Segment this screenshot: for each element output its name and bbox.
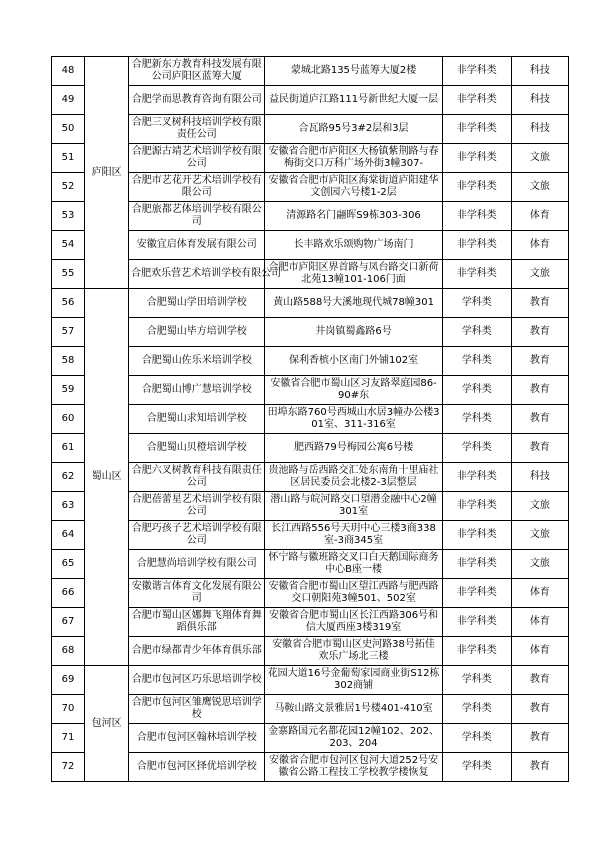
address: 安徽省合肥市庐阳区海棠街道庐阳建华文创园六号楼1-2层 (265, 173, 442, 202)
table-row (52, 724, 569, 753)
institution-type: 学科类 (442, 666, 511, 695)
institution-type: 学科类 (442, 376, 511, 405)
institution-category: 体育 (511, 608, 568, 637)
address: 清源路名门翮晖S9栋303-306 (265, 202, 442, 231)
institution-name: 合肥旅都艺体培训学校有限公司 (129, 202, 265, 231)
institution-type: 非学科类 (442, 521, 511, 550)
address: 合瓦路95号3#2层和3层 (265, 115, 442, 144)
institution-name: 安徽宜启体育发展有限公司 (129, 231, 265, 260)
institution-type: 非学科类 (442, 579, 511, 608)
institution-name: 合肥源古靖艺术培训学校有限公司 (129, 144, 265, 173)
institution-category: 科技 (511, 57, 568, 86)
institution-category: 文旅 (511, 260, 568, 289)
row-number: 65 (52, 550, 85, 579)
institution-name: 合肥市包河区巧乐思培训学校 (129, 666, 265, 695)
institution-type: 学科类 (442, 347, 511, 376)
table-row (52, 173, 569, 202)
institution-type: 学科类 (442, 724, 511, 753)
address: 长江西路556号天玥中心三楼3商338室-3商345室 (265, 521, 442, 550)
institution-name: 合肥市包河区雏鹰锐思培训学校 (129, 695, 265, 724)
row-number: 57 (52, 318, 85, 347)
institution-type: 学科类 (442, 405, 511, 434)
institution-name: 合肥蓓蕾星艺术培训学校有限公司 (129, 492, 265, 521)
table-row (52, 289, 569, 318)
institution-name: 合肥新东方教育科技发展有限公司庐阳区蓝筹大厦 (129, 57, 265, 86)
institution-name: 合肥蜀山博广慧培训学校 (129, 376, 265, 405)
row-number: 50 (52, 115, 85, 144)
address: 金寨路国元名都花园12幢102、202、203、204 (265, 724, 442, 753)
institution-category: 科技 (511, 463, 568, 492)
row-number: 58 (52, 347, 85, 376)
table-row (52, 579, 569, 608)
institution-category: 教育 (511, 376, 568, 405)
row-number: 63 (52, 492, 85, 521)
address: 马鞍山路文景雅居1号楼401-410室 (265, 695, 442, 724)
institution-name: 合肥蜀山佐乐米培训学校 (129, 347, 265, 376)
institution-type: 学科类 (442, 753, 511, 782)
institution-category: 科技 (511, 86, 568, 115)
institution-category: 科技 (511, 115, 568, 144)
table-row (52, 550, 569, 579)
institution-type: 学科类 (442, 695, 511, 724)
institution-type: 非学科类 (442, 550, 511, 579)
row-number: 52 (52, 173, 85, 202)
row-number: 70 (52, 695, 85, 724)
institution-name: 合肥六叉树教育科技有限责任公司 (129, 463, 265, 492)
institution-type: 非学科类 (442, 492, 511, 521)
institution-table (51, 56, 569, 782)
institution-category: 教育 (511, 434, 568, 463)
institution-category: 文旅 (511, 173, 568, 202)
row-number: 67 (52, 608, 85, 637)
row-number: 48 (52, 57, 85, 86)
institution-name: 合肥欢乐营艺术培训学校有限公司 (129, 260, 265, 289)
row-number: 69 (52, 666, 85, 695)
address: 黄山路588号大溪地现代城78幢301 (265, 289, 442, 318)
institution-name: 合肥巧孩子艺术培训学校有限公司 (129, 521, 265, 550)
district-cell: 包河区 (85, 666, 129, 782)
table-row (52, 753, 569, 782)
row-number: 68 (52, 637, 85, 666)
institution-type: 学科类 (442, 318, 511, 347)
institution-type: 非学科类 (442, 173, 511, 202)
institution-name: 合肥市包河区翰林培训学校 (129, 724, 265, 753)
row-number: 61 (52, 434, 85, 463)
institution-category: 教育 (511, 347, 568, 376)
institution-type: 非学科类 (442, 260, 511, 289)
row-number: 66 (52, 579, 85, 608)
institution-type: 非学科类 (442, 608, 511, 637)
institution-name: 合肥蜀山学田培训学校 (129, 289, 265, 318)
address: 肥西路79号梅园公寓6号楼 (265, 434, 442, 463)
institution-type: 非学科类 (442, 231, 511, 260)
row-number: 59 (52, 376, 85, 405)
table-row (52, 695, 569, 724)
table-row (52, 608, 569, 637)
institution-name: 合肥三叉树科技培训学校有限责任公司 (129, 115, 265, 144)
row-number: 51 (52, 144, 85, 173)
institution-name: 合肥学而思教育咨询有限公司 (129, 86, 265, 115)
institution-name: 合肥蜀山贝橙培训学校 (129, 434, 265, 463)
table-row (52, 521, 569, 550)
address: 保利香槟小区南门外铺102室 (265, 347, 442, 376)
institution-category: 文旅 (511, 492, 568, 521)
row-number: 49 (52, 86, 85, 115)
table-row (52, 637, 569, 666)
institution-category: 体育 (511, 637, 568, 666)
institution-name: 合肥蜀山毕方培训学校 (129, 318, 265, 347)
address: 井岗镇蜀鑫路6号 (265, 318, 442, 347)
address: 长丰路欢乐颂购物广场南门 (265, 231, 442, 260)
table-row (52, 144, 569, 173)
table-row (52, 492, 569, 521)
address: 贵池路与岳西路交汇处东南角十里庙社区居民委员会北楼2-3层整层 (265, 463, 442, 492)
table-row (52, 318, 569, 347)
table-row (52, 666, 569, 695)
table-row (52, 405, 569, 434)
row-number: 55 (52, 260, 85, 289)
institution-category: 体育 (511, 202, 568, 231)
address: 安徽省合肥市蜀山区望江西路与肥西路交口朝阳苑3幢501、502室 (265, 579, 442, 608)
row-number: 60 (52, 405, 85, 434)
table-row (52, 115, 569, 144)
address: 田埠东路760号西城山水居3幢办公楼301室、311-316室 (265, 405, 442, 434)
institution-category: 教育 (511, 753, 568, 782)
row-number: 64 (52, 521, 85, 550)
table-row (52, 463, 569, 492)
institution-category: 文旅 (511, 144, 568, 173)
row-number: 72 (52, 753, 85, 782)
institution-type: 非学科类 (442, 115, 511, 144)
institution-name: 合肥市包河区择优培训学校 (129, 753, 265, 782)
institution-name: 合肥蜀山求知培训学校 (129, 405, 265, 434)
address: 合肥市庐阳区界首路与凤台路交口新荷北苑13幢101-106门面 (265, 260, 442, 289)
table-row (52, 231, 569, 260)
district-cell: 庐阳区 (85, 57, 129, 289)
institution-type: 非学科类 (442, 86, 511, 115)
address: 安徽省合肥市包河区包河大道252号安徽省公路工程技工学校教学楼恢复 (265, 753, 442, 782)
address: 安徽省合肥市蜀山区习友路翠庭园86-90#东 (265, 376, 442, 405)
institution-category: 教育 (511, 695, 568, 724)
institution-name: 合肥市绿都青少年体育俱乐部 (129, 637, 265, 666)
table-row (52, 57, 569, 86)
district-cell: 蜀山区 (85, 289, 129, 666)
address: 蒙城北路135号蓝筹大厦2楼 (265, 57, 442, 86)
institution-type: 非学科类 (442, 57, 511, 86)
institution-category: 教育 (511, 724, 568, 753)
institution-category: 体育 (511, 231, 568, 260)
institution-category: 教育 (511, 289, 568, 318)
institution-type: 学科类 (442, 289, 511, 318)
row-number: 56 (52, 289, 85, 318)
table-row (52, 86, 569, 115)
institution-category: 文旅 (511, 521, 568, 550)
institution-type: 非学科类 (442, 637, 511, 666)
institution-name: 合肥市艺花开艺术培训学校有限公司 (129, 173, 265, 202)
table-row (52, 202, 569, 231)
institution-category: 体育 (511, 579, 568, 608)
institution-category: 教育 (511, 318, 568, 347)
institution-type: 学科类 (442, 434, 511, 463)
institution-type: 非学科类 (442, 463, 511, 492)
institution-category: 教育 (511, 405, 568, 434)
institution-name: 合肥市蜀山区娜舞飞翔体育舞蹈俱乐部 (129, 608, 265, 637)
institution-category: 文旅 (511, 550, 568, 579)
row-number: 71 (52, 724, 85, 753)
institution-name: 合肥慧尚培训学校有限公司 (129, 550, 265, 579)
table-row (52, 376, 569, 405)
institution-category: 教育 (511, 666, 568, 695)
table-row (52, 347, 569, 376)
address: 花园大道16号金葡萄家园商业街S12栋302商铺 (265, 666, 442, 695)
row-number: 54 (52, 231, 85, 260)
row-number: 62 (52, 463, 85, 492)
table-row (52, 434, 569, 463)
address: 益民街道庐江路111号新世纪大厦一层 (265, 86, 442, 115)
row-number: 53 (52, 202, 85, 231)
institution-type: 非学科类 (442, 144, 511, 173)
institution-type: 非学科类 (442, 202, 511, 231)
address: 潜山路与皖河路交口望潜金融中心2幢301室 (265, 492, 442, 521)
table-row (52, 260, 569, 289)
address: 安徽省合肥市蜀山区史河路38号拓佳欢乐广场北三楼 (265, 637, 442, 666)
institution-name: 安徽谐言体育文化发展有限公司 (129, 579, 265, 608)
address: 怀宁路与徽班路交叉口白天鹅国际商务中心B座一楼 (265, 550, 442, 579)
address: 安徽省合肥市蜀山区长江西路306号和信大厦西座3楼319室 (265, 608, 442, 637)
address: 安徽省合肥市庐阳区大杨镇紫荆路与春梅街交口万科广场外街3幢307- (265, 144, 442, 173)
